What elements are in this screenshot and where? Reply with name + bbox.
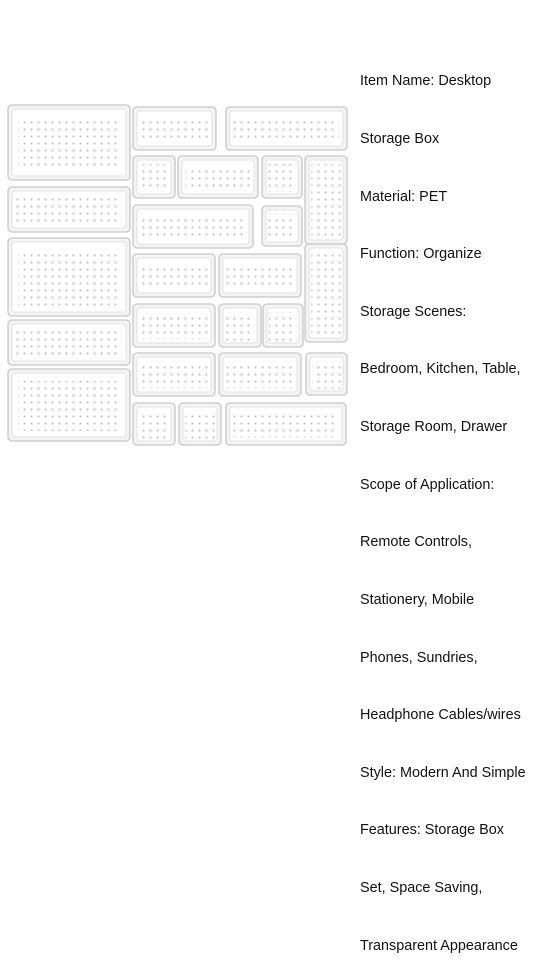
storage-tray <box>263 304 303 347</box>
storage-tray <box>262 206 302 246</box>
storage-tray <box>305 156 347 244</box>
storage-tray <box>133 304 215 347</box>
storage-tray <box>8 369 130 441</box>
desc-line: Phones, Sundries, <box>360 649 478 666</box>
storage-tray <box>8 320 130 365</box>
storage-tray <box>133 353 215 396</box>
storage-tray <box>306 353 347 395</box>
desc-line: Features: Storage Box <box>360 822 504 839</box>
desc-line: Bedroom, Kitchen, Table, <box>360 361 521 378</box>
storage-tray <box>179 403 221 445</box>
desc-line: Stationery, Mobile <box>360 591 475 608</box>
desc-line: Material: PET <box>360 188 448 205</box>
desc-line: Transparent Appearance <box>360 937 518 954</box>
desc-line: Storage Room, Drawer <box>360 419 508 436</box>
product-description <box>360 34 548 975</box>
storage-tray <box>133 254 215 297</box>
desc-line: Remote Controls, <box>360 534 472 551</box>
storage-tray <box>8 187 130 232</box>
desc-line: Item Name: Desktop <box>360 73 492 90</box>
storage-tray <box>133 205 253 248</box>
storage-tray <box>219 353 301 396</box>
storage-tray <box>226 403 346 445</box>
desc-line: Storage Box <box>360 131 440 148</box>
desc-line: Function: Organize <box>360 246 482 263</box>
storage-tray <box>8 238 130 316</box>
desc-line: Headphone Cables/wires <box>360 707 521 724</box>
storage-tray <box>219 254 301 297</box>
storage-tray <box>305 244 347 342</box>
storage-tray <box>133 403 175 445</box>
storage-tray <box>133 156 175 198</box>
desc-line: Style: Modern And Simple <box>360 764 526 781</box>
storage-tray <box>178 156 258 198</box>
storage-tray <box>226 107 347 150</box>
desc-line: Scope of Application: <box>360 476 495 493</box>
storage-tray <box>219 304 261 347</box>
storage-tray <box>8 105 130 180</box>
storage-tray <box>133 107 216 150</box>
storage-tray <box>262 156 302 198</box>
desc-line: Storage Scenes: <box>360 303 467 320</box>
desc-line: Set, Space Saving, <box>360 879 483 896</box>
